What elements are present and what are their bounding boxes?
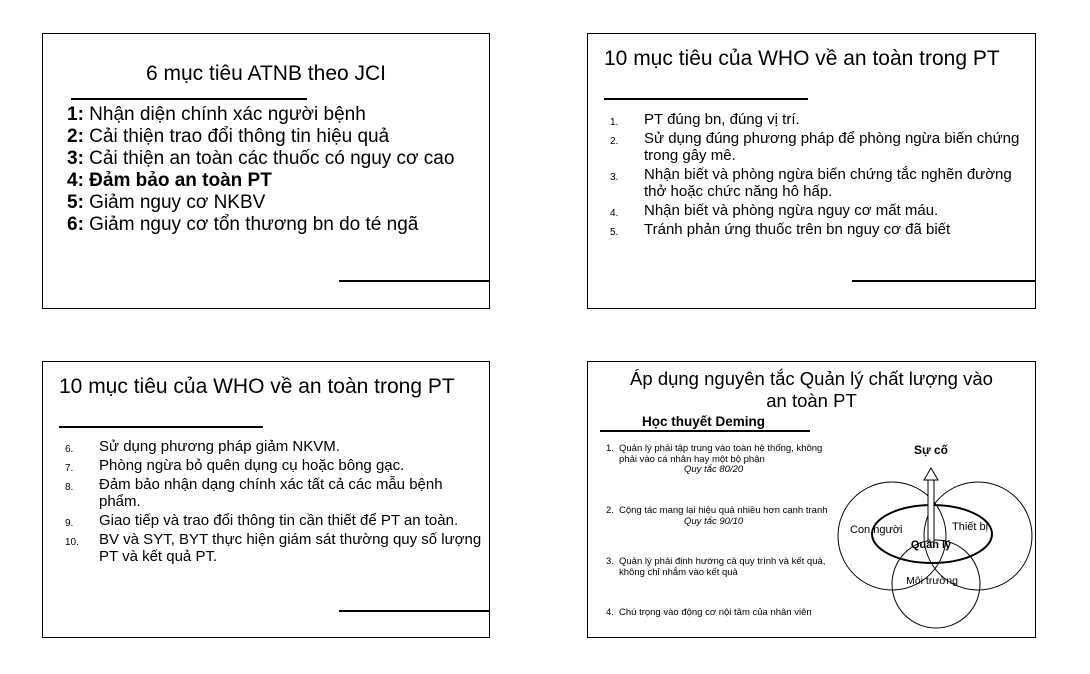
list-item: 1. PT đúng bn, đúng vị trí. — [610, 111, 800, 128]
list-item: 9. Giao tiếp và trao đổi thông tin cần thiết để PT an toàn. — [65, 512, 459, 529]
list-item: 3. Quản lý phải định hướng cả quy trình và kết quả, không chỉ nhắm vào kết quả — [606, 556, 826, 578]
list-item: 6: Giảm nguy cơ tổn thương bn do té ngã — [67, 214, 419, 235]
goal-list — [67, 104, 477, 236]
subtitle: Học thuyết Deming — [642, 414, 766, 429]
slide-who-goals-2 — [42, 361, 490, 638]
title-divider — [59, 426, 263, 428]
footer-divider — [339, 280, 489, 282]
list-item: 3: Cải thiện an toàn các thuốc có nguy cơ cao — [67, 148, 455, 169]
goal-list — [610, 111, 1030, 240]
list-item: 4: Đảm bảo an toàn PT — [67, 170, 272, 191]
footer-divider — [339, 610, 489, 612]
environment-label: Môi trường — [906, 575, 958, 587]
list-item: 5. Tránh phản ứng thuốc trên bn nguy cơ đã biết — [610, 221, 951, 238]
list-item: 6. Sử dụng phương pháp giảm NKVM. — [65, 438, 340, 455]
title-divider — [600, 430, 810, 432]
list-item: 4. Nhận biết và phòng ngừa nguy cơ mất máu. — [610, 202, 939, 219]
list-item: 7. Phòng ngừa bỏ quên dụng cụ hoặc bông gạc. — [65, 457, 405, 474]
deming-venn-diagram — [828, 432, 1033, 637]
slide-title: 10 mục tiêu của WHO về an toàn trong PT — [59, 375, 455, 398]
list-item: 4. Chú trọng vào động cơ nội tâm của nhân viên — [606, 607, 812, 618]
list-item: 2. Sử dụng đúng phương pháp để phòng ngừa biến chứng trong gây mê. — [610, 130, 1020, 164]
list-item: 2. Cộng tác mang lại hiệu quả nhiều hơn cạnh tranh Quy tắc 90/10 — [606, 505, 828, 527]
list-item: 2: Cải thiện trao đổi thông tin hiệu quả — [67, 126, 390, 147]
slide-title: 6 mục tiêu ATNB theo JCI — [145, 62, 387, 85]
slide-who-goals-1 — [587, 33, 1036, 309]
equipment-circle — [924, 482, 1032, 590]
list-item: 10. BV và SYT, BYT thực hiện giám sát thường quy số lượng PT và kết quả PT. — [65, 531, 482, 565]
slide-jci-goals — [42, 33, 490, 309]
people-label: Con người — [850, 524, 903, 536]
list-item: 5: Giảm nguy cơ NKBV — [67, 192, 266, 213]
list-item: 8. Đảm bảo nhận dạng chính xác tất cả các mẫu bệnh phẩm. — [65, 476, 443, 510]
slide-title: Áp dụng nguyên tắc Quản lý chất lượng vào an toàn PT — [630, 368, 993, 411]
footer-divider — [852, 280, 1035, 282]
goal-list — [65, 438, 485, 567]
equipment-label: Thiết bị — [952, 521, 989, 533]
list-item: 3. Nhận biết và phòng ngừa biến chứng tắc nghẽn đường thở hoặc chức năng hô hấp. — [610, 166, 1012, 200]
slide-title: 10 mục tiêu của WHO về an toàn trong PT — [604, 47, 1000, 70]
title-divider — [604, 98, 808, 100]
incident-label: Sự cố — [913, 443, 949, 457]
list-item: 1: Nhận diện chính xác người bệnh — [67, 104, 366, 125]
title-divider — [71, 98, 307, 100]
list-item: 1. Quản lý phải tập trung vào toàn hệ thống, không phải vào cá nhân hay một bộ phận Quy tắc 80/20 — [606, 443, 823, 475]
management-label: Quản lý — [910, 539, 952, 551]
slide-deming-quality — [587, 361, 1036, 638]
